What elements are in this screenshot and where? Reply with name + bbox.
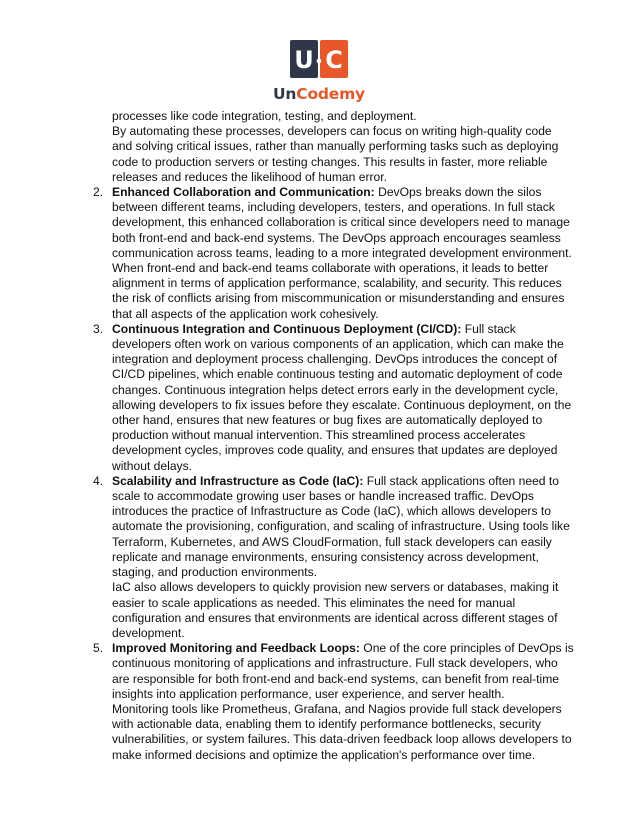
list-number: 2. (93, 185, 104, 200)
logo-dot (317, 59, 322, 64)
list-item-text: Full stack developers often work on various components of an application, which can make the integration and deployment process challenging. DevOps introduces the concept of CI/CD pipelines, which enable continuous testing and automatic deployment of code changes. Continuous integration helps detect errors early in the development cycle, allowing developers to fix issues before they escalate. Continuous deployment, on the other hand, ensures that new features or bug fixes are automatically deployed to production without manual intervention. This streamlined process accelerates development cycles, improves code quality, and ensures that updates are deployed without delays. (112, 321, 572, 473)
list-item-title: Continuous Integration and Continuous Deployment (CI/CD): (112, 321, 462, 336)
logo-wordmark-codemy: Codemy (296, 85, 365, 103)
list-item-collaboration (93, 185, 574, 322)
intro-paragraph: By automating these processes, developers can focus on writing high-quality code and solving critical issues, rather than manually performing tasks such as deploying code to production servers or testing changes. This results in faster, more reliable releases and reduces the likelihood of human error. (112, 124, 559, 184)
uncodemy-logo-mark (290, 40, 348, 78)
uncodemy-logo (271, 40, 367, 104)
logo-letter-right: C (325, 46, 343, 74)
list-number: 5. (93, 641, 104, 656)
list-item-iac (93, 473, 574, 641)
logo-letter-left: U (294, 46, 314, 74)
list-item-text: One of the core principles of DevOps is continuous monitoring of applications and infrastructure. Full stack developers, who are responsible for both front-end and back-end systems, can benefit from real-time insights into application performance, user experience, and server health. (112, 641, 574, 701)
list-item-extra-paragraph: IaC also allows developers to quickly provision new servers or databases, making it easier to scale applications as needed. This eliminates the need for manual configuration and ensures that environments are identical across different stages of development. (112, 580, 559, 640)
list-item-title: Scalability and Infrastructure as Code (IaC): (112, 473, 364, 488)
list-item-extra-paragraph: Monitoring tools like Prometheus, Grafana, and Nagios provide full stack developers with actionable data, enabling them to identify performance bottlenecks, security vulnerabilities, or system failures. This data-driven feedback loop allows developers to make informed decisions and optimize the application's performance over time. (112, 701, 572, 762)
logo-wordmark-un: Un (273, 85, 297, 103)
list-number: 4. (93, 473, 104, 488)
list-item-title: Enhanced Collaboration and Communication: (112, 185, 375, 200)
list-item-title: Improved Monitoring and Feedback Loops: (112, 641, 360, 656)
list-number: 3. (93, 321, 104, 336)
list-item-monitoring (93, 641, 574, 763)
list-item-cicd (93, 321, 574, 474)
list-item-text: Full stack applications often need to scale to accommodate growing user bases or handle increased traffic. DevOps introduces the practice of Infrastructure as Code (IaC), which allows developers to automate the provisioning, configuration, and scaling of infrastructure. Using tools like Terraform, Kubernetes, and AWS CloudFormation, full stack developers can easily replicate and manage environments, ensuring consistency across development, staging, and production environments. (112, 473, 570, 580)
list-item-text: DevOps breaks down the silos between different teams, including developers, testers, and operations. In full stack development, this enhanced collaboration is critical since developers need to manage both front-end and back-end systems. The DevOps approach encourages seamless communication across teams, leading to a more integrated development environment. When front-end and back-end teams collaborate with operations, it leads to better alignment in terms of application performance, scalability, and security. This reduces the risk of conflicts arising from miscommunication or misunderstanding and ensures that all aspects of the application work cohesively. (112, 185, 572, 321)
intro-line: processes like code integration, testing, and deployment. (112, 109, 417, 123)
logo-wordmark (271, 85, 367, 103)
benefits-list (93, 185, 574, 763)
article-body (93, 109, 574, 763)
